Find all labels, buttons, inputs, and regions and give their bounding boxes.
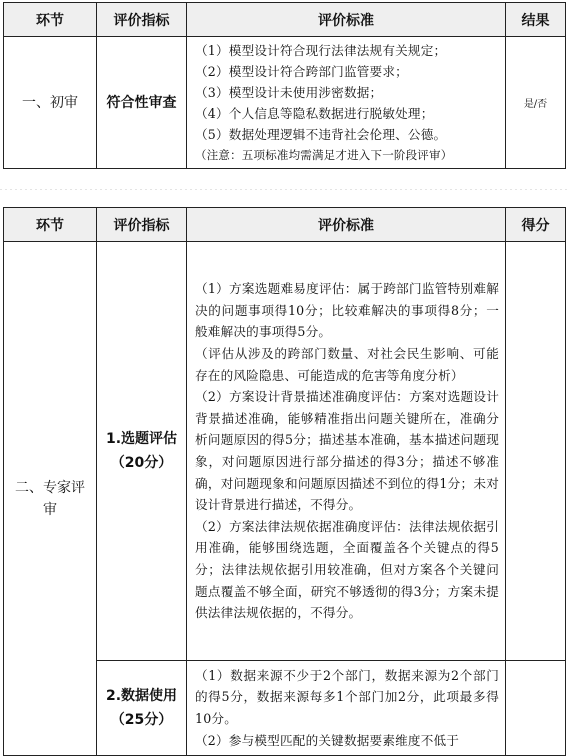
header-score: 得分 [506, 208, 566, 242]
score-cell [506, 661, 566, 756]
indicator-score: （25分） [110, 712, 173, 728]
header-criteria: 评价标准 [187, 3, 506, 37]
criteria-item: （1）方案选题难易度评估：属于跨部门监管特别难解决的问题事项得10分；比较难解决的事项得8分；一般难解决的事项得5分。 [195, 281, 499, 340]
header-indicator: 评价指标 [97, 3, 187, 37]
indicator-name: 2.数据使用 [105, 688, 178, 704]
table-header-row [4, 3, 566, 37]
score-cell [506, 242, 566, 661]
table-row [4, 242, 566, 661]
indicator-cell [97, 242, 187, 661]
review-table-initial [3, 2, 566, 169]
header-criteria: 评价标准 [187, 208, 506, 242]
indicator-cell: 符合性审查 [97, 37, 187, 169]
table-row [4, 37, 566, 169]
review-table-expert [3, 207, 566, 756]
header-indicator: 评价指标 [97, 208, 187, 242]
criteria-cell [187, 661, 506, 756]
criteria-cell [187, 242, 506, 661]
table-header-row [4, 208, 566, 242]
result-cell: 是/否 [506, 37, 566, 169]
criteria-item: （2）模型设计符合跨部门监管要求； [195, 63, 408, 79]
criteria-item: （2）方案法律法规依据准确度评估：法律法规依据引用准确，能够围绕选题，全面覆盖各个关键点的得5分；法律法规依据引用较准确，但对方案各个关键问题点覆盖不够全面，研究不够透彻的得3分；方案未提供法律法规依据的，不得分。 [195, 518, 499, 621]
stage-cell: 一、初审 [4, 37, 97, 169]
criteria-item: （1）模型设计符合现行法律法规有关规定； [195, 42, 447, 58]
criteria-item: （1）数据来源不少于2个部门，数据来源为2个部门的得5分，数据来源每多1个部门加2分，此项最多得10分。 [195, 667, 499, 726]
criteria-item: （2）参与模型匹配的关键数据要素维度不低于 [195, 732, 460, 748]
criteria-item: （2）方案设计背景描述准确度评估：方案对选题设计背景描述准确，能够精准指出问题关键所在，准确分析问题原因的得5分；描述基本准确，基本描述问题现象，对问题原因进行部分描述的得3分；描述不够准确，对问题现象和问题原因描述不到位的得1分；未对设计背景进行描述，不得分。 [195, 389, 499, 513]
indicator-score: （20分） [110, 455, 173, 471]
indicator-cell [97, 661, 187, 756]
criteria-note: （注意：五项标准均需满足才进入下一阶段评审） [195, 147, 453, 162]
stage-label-cont: 审 [43, 501, 57, 518]
header-result: 结果 [506, 3, 566, 37]
criteria-item: （4）个人信息等隐私数据进行脱敏处理； [195, 105, 434, 121]
criteria-cell [187, 37, 506, 169]
indicator-name: 1.选题评估 [105, 431, 178, 447]
section-divider [0, 171, 568, 207]
criteria-item: （5）数据处理逻辑不违背社会伦理、公德。 [195, 126, 447, 142]
criteria-item: （3）模型设计未使用涉密数据； [195, 84, 383, 100]
stage-label: 二、专家评 [15, 479, 85, 496]
stage-cell [4, 242, 97, 756]
header-stage: 环节 [4, 208, 97, 242]
criteria-item: （评估从涉及的跨部门数量、对社会民生影响、可能存在的风险隐患、可能造成的危害等角度分析） [195, 346, 499, 383]
header-stage: 环节 [4, 3, 97, 37]
